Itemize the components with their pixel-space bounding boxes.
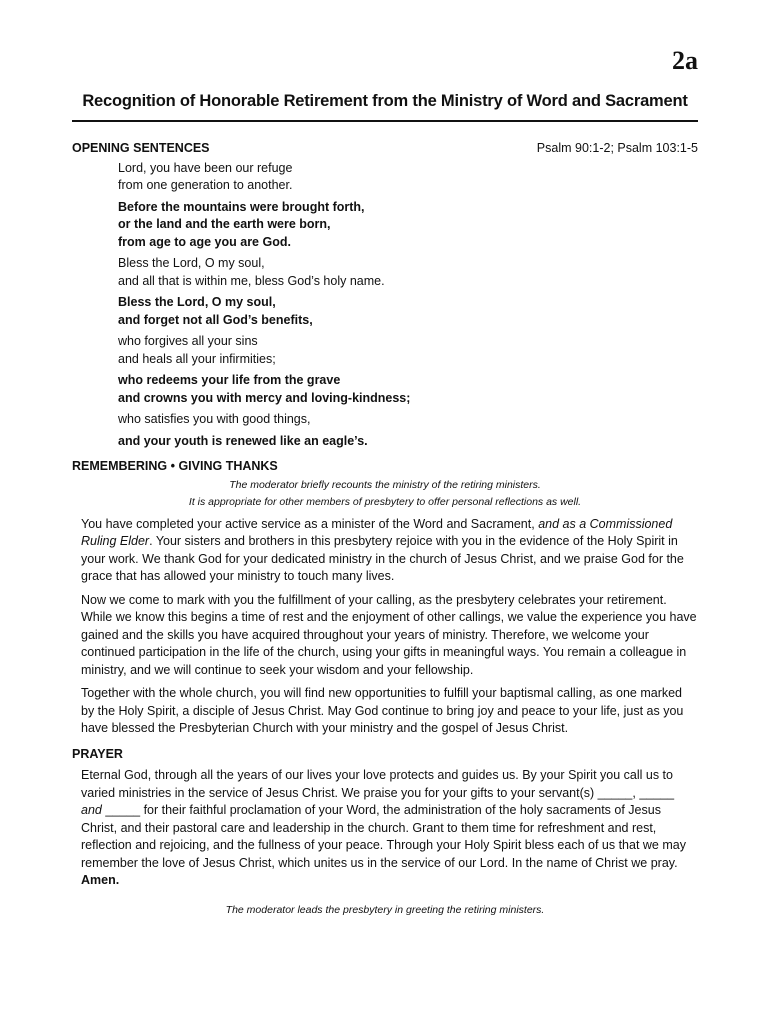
amen: Amen.: [81, 873, 120, 887]
verse-stanza: [118, 433, 698, 451]
verse-line: and all that is within me, bless God’s holy name.: [118, 273, 385, 288]
document-title: Recognition of Honorable Retirement from the Ministry of Word and Sacrament: [82, 92, 688, 110]
rubric-recount: The moderator briefly recounts the ministry of the retiring ministers.: [229, 478, 541, 491]
remembering-heading: REMEMBERING • GIVING THANKS: [72, 459, 278, 473]
p1-text-a: You have completed your active service as a minister of the Word and Sacrament,: [81, 516, 539, 531]
verse-stanza: [118, 333, 698, 368]
verse-stanza: [118, 255, 698, 290]
verse-line: who forgives all your sins: [118, 334, 258, 348]
p1-text-b: . Your sisters and brothers in this presbytery rejoice with you in the evidence of the Holy Spirit in your work. We thank God for your dedicated ministry in the church of Jesus Christ, and we praise God for the grace that has allowed your ministry to touch many lives.: [81, 534, 684, 583]
p1-italic: and as a Commissioned Ruling Elder: [81, 516, 673, 548]
verse-line: and heals all your infirmities;: [118, 351, 276, 366]
prayer-text-b: _____ for their faithful proclamation of your Word, the administration of the holy sacraments of Jesus Christ, and their pastoral care and leadership in the church. Grant to them time for refreshment and rest, reflection and rejoicing, and the fullness of your peace. Through your Holy Spirit bless each of us that we may remember the love of Jesus Christ, which unites us in the service of our Lord. In the name of Christ we pray.: [81, 803, 686, 870]
scripture-citation: Psalm 90:1-2; Psalm 103:1-5: [536, 141, 698, 155]
remembering-section: [72, 458, 698, 738]
verse-line: Bless the Lord, O my soul,: [118, 256, 265, 270]
paragraph-fulfillment: Now we come to mark with you the fulfillment of your calling, as the presbytery celebrates your retirement. While we know this begins a time of rest and the enjoyment of other callings, we value the experience you have gained and the skills you have acquired throughout your years of ministry. Therefore, we welcome your continued participation in the life of the church, using your gifts in meaningful ways. You remain a colleague in ministry, and we will continue to seek your wisdom and your fellowship.: [81, 592, 697, 677]
rubric-greeting: The moderator leads the presbytery in greeting the retiring ministers.: [225, 903, 545, 916]
rubric-reflections: It is appropriate for other members of presbytery to offer personal reflections as well.: [188, 495, 582, 508]
verse-line: Before the mountains were brought forth,: [118, 199, 365, 214]
verse-stanza: [118, 294, 698, 329]
prayer-italic: and: [81, 803, 102, 817]
prayer-heading: PRAYER: [72, 746, 123, 761]
page-number: 2a: [672, 46, 698, 75]
verse-line: who redeems your life from the grave: [118, 373, 341, 387]
prayer-text-a: Eternal God, through all the years of our lives your love protects and guides us. By your Spirit you call us to varied ministries in the service of Jesus Christ. We praise you for your gifts to your servant(s) _____, _____: [81, 768, 675, 800]
prayer-section: [72, 746, 698, 920]
document-body: [72, 140, 698, 919]
verse-line: and your youth is renewed like an eagle’s.: [118, 433, 368, 448]
paragraph-completed-service: [81, 516, 698, 586]
opening-verses: [118, 160, 698, 451]
paragraph-together: Together with the whole church, you will find new opportunities to fulfill your baptismal calling, as one marked by the Holy Spirit, a disciple of Jesus Christ. May God continue to bring joy and peace to your life, just as you have blessed the Presbyterian Church with your ministry and the gospel of Jesus Christ.: [81, 686, 684, 735]
verse-line: from one generation to another.: [118, 178, 293, 192]
verse-line: Bless the Lord, O my soul,: [118, 295, 276, 309]
verse-stanza: [118, 160, 698, 195]
remembering-text: [81, 516, 698, 738]
prayer-text: [81, 767, 698, 890]
verse-line: and crowns you with mercy and loving-kindness;: [118, 390, 411, 405]
verse-line: who satisfies you with good things,: [118, 412, 311, 426]
verse-line: Lord, you have been our refuge: [118, 160, 293, 175]
verse-line: from age to age you are God.: [118, 234, 291, 249]
opening-heading: OPENING SENTENCES: [72, 141, 210, 155]
verse-line: and forget not all God’s benefits,: [118, 312, 313, 327]
verse-stanza: [118, 411, 698, 429]
title-rule: [72, 120, 698, 122]
verse-stanza: [118, 199, 698, 252]
verse-stanza: [118, 372, 698, 407]
verse-line: or the land and the earth were born,: [118, 217, 331, 231]
prayer-paragraph: [81, 767, 698, 890]
opening-heading-row: [72, 140, 698, 158]
